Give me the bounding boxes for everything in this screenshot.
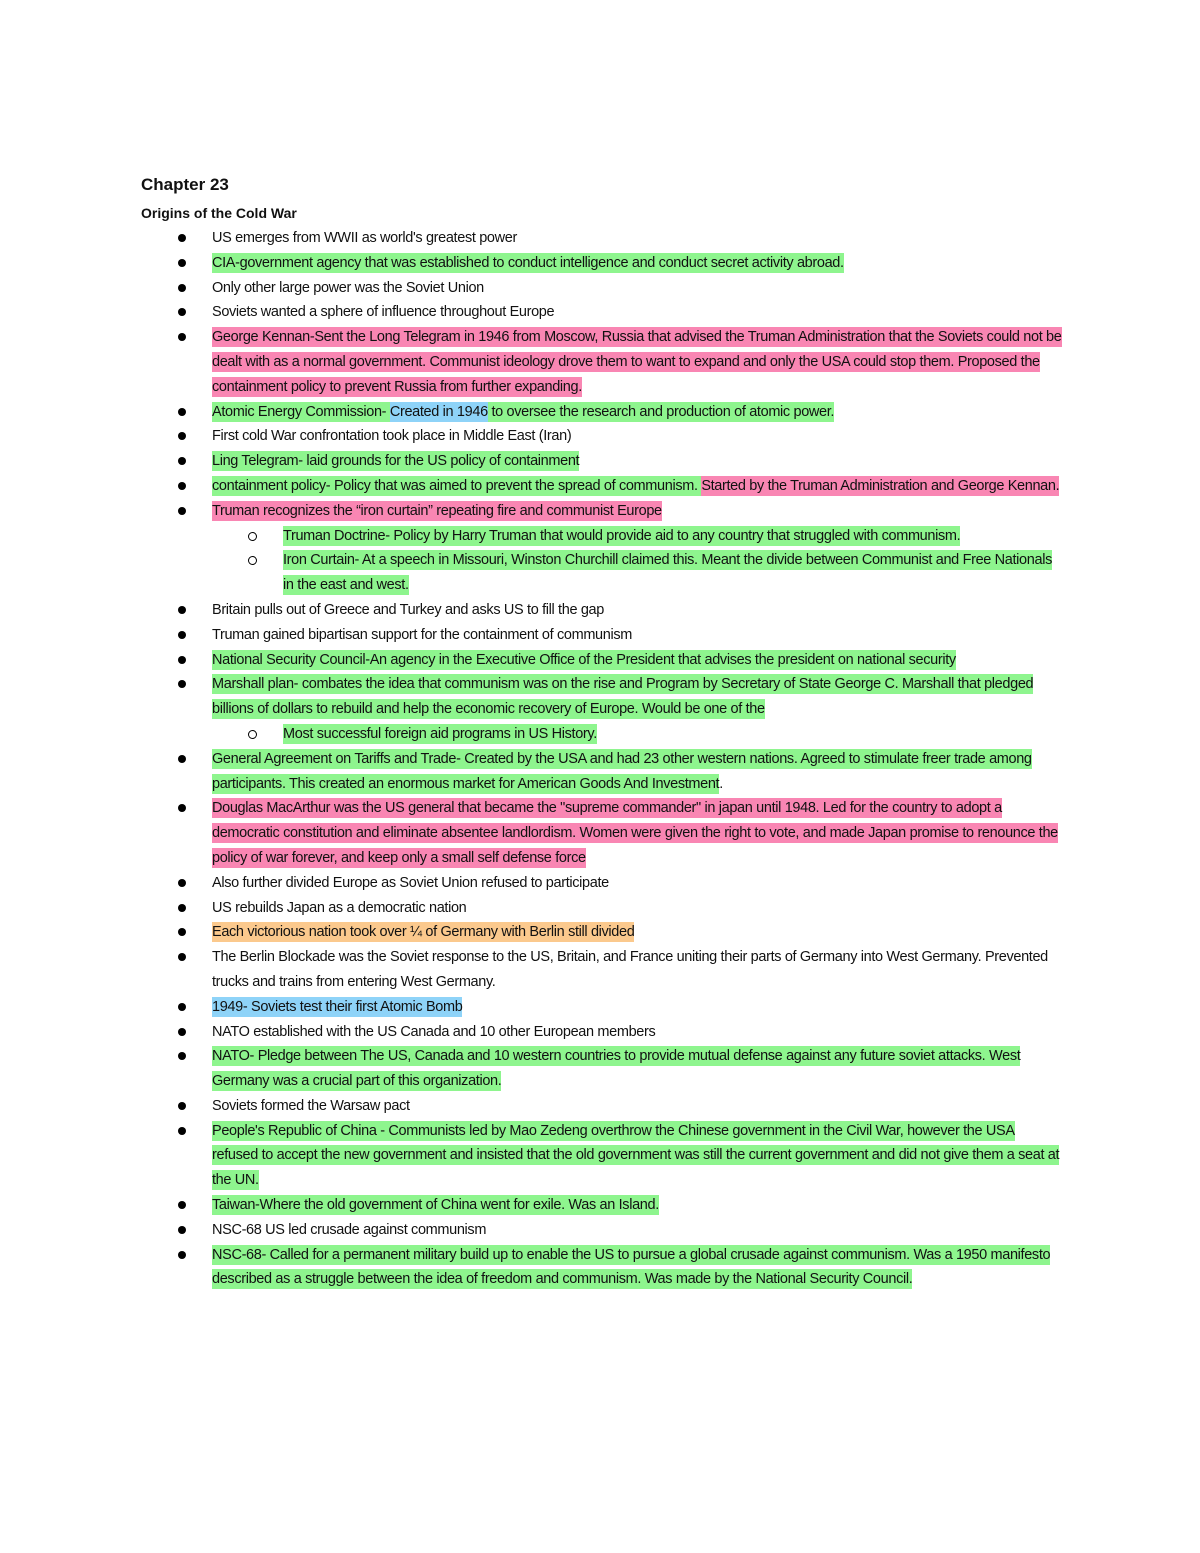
hollow-bullet-icon [248, 532, 257, 541]
highlighted-text: Each victorious nation took over ¼ of Germany with Berlin still divided [212, 924, 635, 941]
bullet-item [0, 1218, 1062, 1243]
bullet-dot-icon [178, 1251, 186, 1259]
bullet-dot-icon [178, 680, 186, 688]
highlighted-text: Douglas MacArthur was the US general that became the "supreme commander" in japan until 1948. Led for the country to adopt a democratic constitution and eliminate absentee landlordism. Women were given the right to vote, and made Japan promise to renounce the policy of war forever, and keep only a small self defense force [212, 800, 1058, 866]
bullet-dot-icon [178, 606, 186, 614]
bullet-item [0, 300, 1062, 325]
bullet-item [0, 871, 1062, 896]
sub-bullet-item [0, 548, 1063, 598]
bullet-dot-icon [178, 1201, 186, 1209]
bullet-item [0, 449, 1062, 474]
highlighted-text: Started by the Truman Administration and George Kennan. [701, 477, 1060, 494]
bullet-text: Britain pulls out of Greece and Turkey and asks US to fill the gap [212, 601, 604, 618]
bullet-item [0, 424, 1062, 449]
bullet-item [0, 499, 1062, 524]
hollow-bullet-icon [248, 730, 257, 739]
highlighted-text: National Security Council-An agency in the Executive Office of the President that advises the president on national security [212, 651, 956, 668]
highlighted-text: George Kennan-Sent the Long Telegram in 1946 from Moscow, Russia that advised the Truman Administration that the Soviets could not be dealt with as a normal government. Communist ideology drove them to want to expand and only the USA could stop them. Proposed the containment policy to prevent Russia from further expanding. [212, 329, 1062, 395]
highlighted-text: Created in 1946 [389, 403, 488, 420]
highlighted-text: to oversee the research and production of atomic power. [487, 403, 835, 420]
highlighted-text: Truman Doctrine- Policy by Harry Truman that would provide aid to any country that struggled with communism. [283, 527, 961, 544]
bullet-dot-icon [178, 1052, 186, 1060]
bullet-text: Also further divided Europe as Soviet Union refused to participate [212, 874, 609, 891]
bullet-item [0, 1044, 1062, 1094]
bullet-text: US rebuilds Japan as a democratic nation [212, 899, 467, 916]
highlighted-text: 1949- Soviets test their first Atomic Bomb [212, 998, 463, 1015]
bullet-text: US emerges from WWII as world's greatest power [212, 230, 517, 246]
highlighted-text: Iron Curtain- At a speech in Missouri, Winston Churchill claimed this. Meant the divide between Communist and Free Nationals in the east and west. [283, 552, 1052, 594]
bullet-item [0, 226, 1062, 251]
bullet-dot-icon [178, 333, 186, 341]
bullet-item [0, 945, 1062, 995]
bullet-dot-icon [178, 656, 186, 664]
bullet-item [0, 1243, 1062, 1293]
bullet-text: NSC-68 US led crusade against communism [212, 1221, 487, 1238]
bullet-dot-icon [178, 804, 186, 812]
bullet-item [0, 400, 1062, 425]
highlighted-text: Ling Telegram- laid grounds for the US policy of containment [212, 453, 580, 470]
section-subtitle: Origins of the Cold War [141, 205, 297, 221]
bullet-dot-icon [178, 284, 186, 292]
bullet-text: Soviets formed the Warsaw pact [212, 1097, 410, 1114]
bullet-item [0, 896, 1062, 921]
bullet-item [0, 796, 1062, 870]
notes-bullet-list [0, 226, 1200, 1292]
bullet-text: Soviets wanted a sphere of influence throughout Europe [212, 304, 555, 321]
sub-bullet-item [0, 524, 1063, 549]
bullet-dot-icon [178, 1028, 186, 1036]
bullet-item [0, 276, 1062, 301]
bullet-dot-icon [178, 259, 186, 267]
bullet-dot-icon [178, 755, 186, 763]
bullet-item [0, 251, 1062, 276]
bullet-dot-icon [178, 457, 186, 465]
bullet-dot-icon [178, 928, 186, 936]
bullet-item [0, 1020, 1062, 1045]
bullet-dot-icon [178, 1102, 186, 1110]
highlighted-text: CIA-government agency that was established to conduct intelligence and conduct secret activity abroad. [212, 254, 844, 271]
bullet-item [0, 474, 1062, 499]
highlighted-text: containment policy- Policy that was aimed to prevent the spread of communism. [212, 477, 702, 494]
bullet-text: NATO established with the US Canada and 10 other European members [212, 1023, 656, 1040]
bullet-item [0, 1094, 1062, 1119]
highlighted-text: Truman recognizes the “iron curtain” repeating fire and communist Europe [212, 502, 662, 519]
bullet-dot-icon [178, 408, 186, 416]
bullet-item [0, 747, 1062, 797]
bullet-item [0, 1193, 1062, 1218]
highlighted-text: Marshall plan- combates the idea that communism was on the rise and Program by Secretary of State George C. Marshall that pledged billions of dollars to rebuild and help the economic recovery of Europe. Would be one of the [212, 676, 1034, 718]
bullet-dot-icon [178, 1003, 186, 1011]
bullet-item [0, 1119, 1062, 1193]
highlighted-text: NSC-68- Called for a permanent military build up to enable the US to pursue a global crusade against communism. Was a 1950 manifesto described as a struggle between the idea of freedom and communism. Was made by the National Security Council. [212, 1246, 1051, 1288]
bullet-item [0, 325, 1062, 399]
bullet-text: Truman gained bipartisan support for the containment of communism [212, 626, 632, 643]
bullet-item [0, 648, 1062, 673]
highlighted-text: People's Republic of China - Communists led by Mao Zedeng overthrow the Chinese government in the Civil War, however the USA refused to accept the new government and insisted that the old government was still the current government and did not give them a seat at the UN. [212, 1122, 1060, 1189]
bullet-item [0, 920, 1062, 945]
highlighted-text: Most successful foreign aid programs in US History. [283, 725, 597, 742]
bullet-item [0, 672, 1062, 722]
bullet-dot-icon [178, 308, 186, 316]
bullet-dot-icon [178, 482, 186, 490]
bullet-text: The Berlin Blockade was the Soviet response to the US, Britain, and France uniting their parts of Germany into West Germany. Prevented trucks and trains from entering West Germany. [212, 949, 1048, 990]
highlighted-text: Taiwan-Where the old government of China went for exile. Was an Island. [212, 1197, 659, 1214]
bullet-item [0, 623, 1062, 648]
highlighted-text: Atomic Energy Commission- [212, 403, 390, 420]
bullet-item [0, 598, 1062, 623]
chapter-title: Chapter 23 [141, 175, 229, 194]
bullet-dot-icon [178, 432, 186, 440]
highlighted-text: NATO- Pledge between The US, Canada and 10 western countries to provide mutual defense against any future soviet attacks. West Germany was a crucial part of this organization. [212, 1048, 1021, 1090]
bullet-dot-icon [178, 1226, 186, 1234]
bullet-dot-icon [178, 953, 186, 961]
bullet-dot-icon [178, 507, 186, 515]
bullet-dot-icon [178, 631, 186, 639]
bullet-text: . [719, 775, 723, 792]
bullet-dot-icon [178, 904, 186, 912]
hollow-bullet-icon [248, 556, 257, 565]
bullet-text: Only other large power was the Soviet Union [212, 279, 484, 296]
bullet-dot-icon [178, 879, 186, 887]
sub-bullet-item [0, 722, 1063, 747]
highlighted-text: General Agreement on Tariffs and Trade- Created by the USA and had 23 other western nations. Agreed to stimulate freer trade among participants. This created an enormous market for American Goods And Investment [212, 750, 1032, 792]
bullet-dot-icon [178, 1127, 186, 1135]
bullet-item [0, 995, 1062, 1020]
bullet-text: First cold War confrontation took place in Middle East (Iran) [212, 428, 572, 445]
bullet-dot-icon [178, 234, 186, 242]
